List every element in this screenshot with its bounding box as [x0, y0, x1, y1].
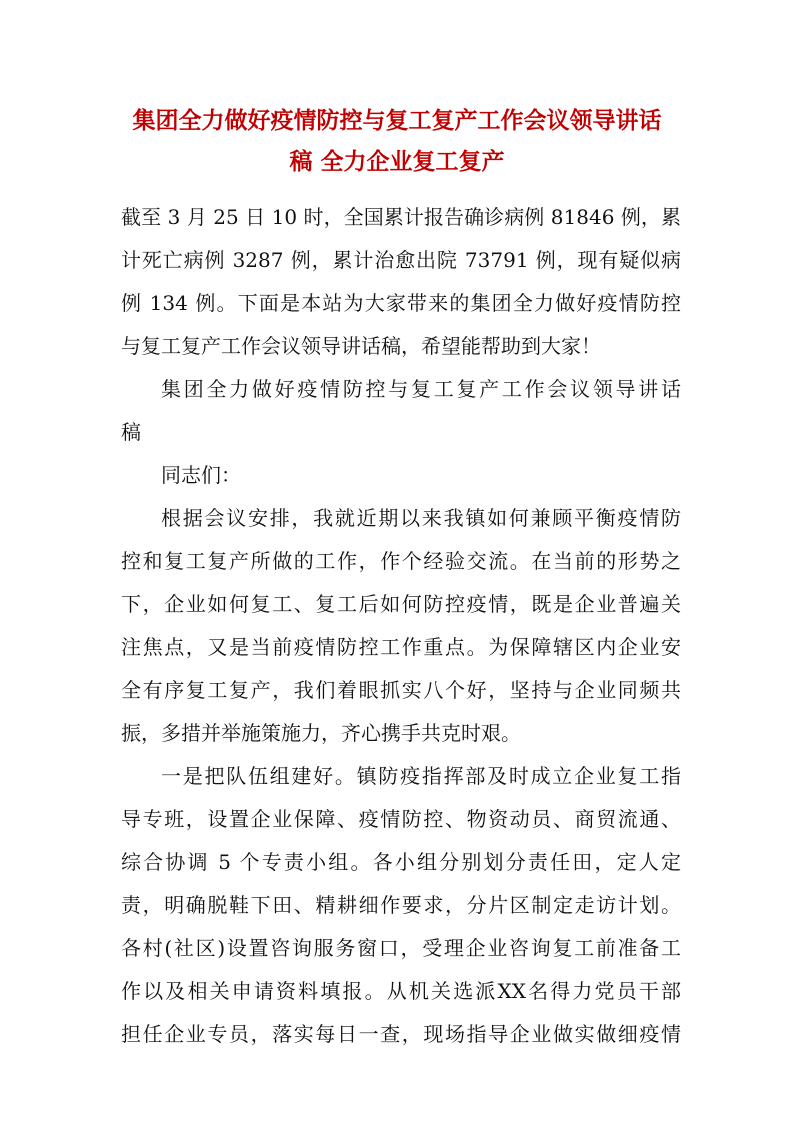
body-line: 根据会议安排，我就近期以来我镇如何兼顾平衡疫情防 — [161, 506, 681, 530]
document-title-line-1: 集团全力做好疫情防控与复工复产工作会议领导讲话 — [132, 107, 662, 134]
body-line: 注焦点，又是当前疫情防控工作重点。为保障辖区内企业安 — [121, 635, 681, 659]
body-line: 计死亡病例 3287 例，累计治愈出院 73791 例，现有疑似病 — [121, 248, 681, 272]
body-line: 集团全力做好疫情防控与复工复产工作会议领导讲话 — [161, 377, 681, 401]
body-line: 控和复工复产所做的工作，作个经验交流。在当前的形势之 — [121, 549, 681, 573]
body-line: 稿 — [121, 420, 141, 444]
body-line: 振，多措并举施策施力，齐心携手共克时艰。 — [121, 721, 521, 745]
body-line: 截至 3 月 25 日 10 时，全国累计报告确诊病例 81846 例，累 — [121, 205, 681, 229]
body-line: 一是把队伍组建好。镇防疫指挥部及时成立企业复工指 — [161, 764, 681, 788]
body-line: 例 134 例。下面是本站为大家带来的集团全力做好疫情防控 — [121, 291, 681, 315]
body-line: 综合协调 5 个专责小组。各小组分别划分责任田，定人定 — [121, 850, 681, 874]
body-line: 担任企业专员，落实每日一查，现场指导企业做实做细疫情 — [121, 1022, 681, 1046]
body-line: 作以及相关申请资料填报。从机关选派XX名得力党员干部 — [121, 979, 681, 1003]
body-line: 导专班，设置企业保障、疫情防控、物资动员、商贸流通、 — [121, 807, 681, 831]
body-line: 与复工复产工作会议领导讲话稿，希望能帮助到大家！ — [121, 334, 601, 358]
body-line: 责，明确脱鞋下田、精耕细作要求，分片区制定走访计划。 — [121, 893, 681, 917]
document-title-line-2: 稿 全力企业复工复产 — [289, 148, 505, 175]
salutation: 同志们： — [161, 463, 241, 487]
body-line: 各村(社区)设置咨询服务窗口，受理企业咨询复工前准备工 — [121, 936, 681, 960]
body-line: 下，企业如何复工、复工后如何防控疫情，既是企业普遍关 — [121, 592, 681, 616]
body-line: 全有序复工复产，我们着眼抓实八个好，坚持与企业同频共 — [121, 678, 681, 702]
